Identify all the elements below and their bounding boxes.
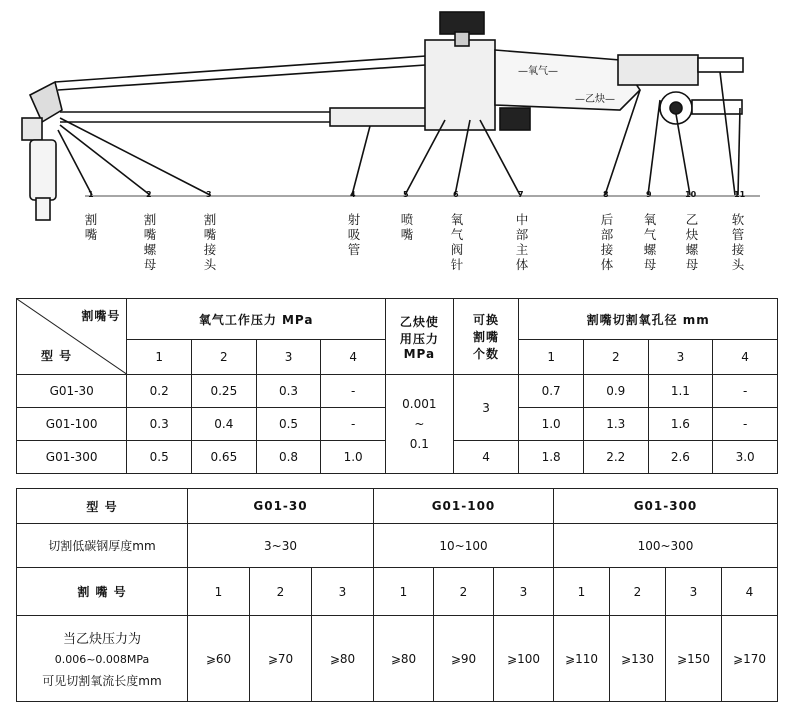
torch-drawing	[0, 0, 790, 290]
model-cell: G01-30	[17, 375, 127, 408]
flow-cell: ⩾130	[610, 616, 666, 702]
model-header-g01-300: G01-300	[554, 489, 778, 524]
acetylene-pressure-header	[385, 299, 453, 375]
flow-cell: ⩾110	[554, 616, 610, 702]
part-number-2: 2	[146, 190, 152, 199]
corner-top-label: 割嘴号	[81, 309, 121, 323]
count-header-line1: 可换	[473, 313, 500, 327]
part-number-7: 7	[518, 190, 524, 199]
count-cell-300: 4	[453, 441, 519, 474]
part-label-11: 软管接头	[731, 212, 745, 272]
acetylene-value-top: 0.001	[402, 397, 437, 411]
acetylene-header-line3: MPa	[403, 346, 436, 361]
count-header-line2: 割嘴	[473, 330, 500, 344]
hole-sub-2: 2	[583, 340, 648, 375]
hole-cell: -	[713, 375, 778, 408]
flow-cell: ⩾100	[494, 616, 554, 702]
part-number-11: 11	[734, 190, 746, 199]
part-label-2: 割嘴螺母	[143, 212, 157, 272]
flow-cell: ⩾80	[374, 616, 434, 702]
part-label-8: 后部接体	[600, 212, 614, 272]
nozzle-num-cell: 3	[666, 568, 722, 616]
hole-cell: -	[713, 408, 778, 441]
thickness-g01-300: 100~300	[554, 524, 778, 568]
flow-cell: ⩾70	[250, 616, 312, 702]
oxy-cell: 0.8	[256, 441, 321, 474]
part-number-4: 4	[350, 190, 356, 199]
flow-cell: ⩾80	[312, 616, 374, 702]
nozzle-num-cell: 1	[554, 568, 610, 616]
hole-cell: 2.6	[648, 441, 713, 474]
part-number-1: 1	[88, 190, 94, 199]
nozzle-num-cell: 2	[434, 568, 494, 616]
flow-cell: ⩾60	[188, 616, 250, 702]
oxygen-pressure-header: 氧气工作压力 MPa	[127, 299, 386, 340]
flow-cell: ⩾170	[722, 616, 778, 702]
model-label: 型 号	[17, 489, 188, 524]
acetylene-value-mid: ~	[414, 417, 425, 431]
hole-diameter-header: 割嘴切割氧孔径 mm	[519, 299, 778, 340]
part-number-8: 8	[603, 190, 609, 199]
thickness-g01-100: 10~100	[374, 524, 554, 568]
oxy-cell: 0.25	[192, 375, 257, 408]
part-label-3: 割嘴接头	[203, 212, 217, 272]
nozzle-num-cell: 2	[610, 568, 666, 616]
nozzle-num-cell: 3	[494, 568, 554, 616]
flow-cell: ⩾150	[666, 616, 722, 702]
hole-cell: 0.9	[583, 375, 648, 408]
part-label-4: 射吸管	[347, 212, 361, 257]
oxy-cell: 0.65	[192, 441, 257, 474]
oxy-cell: -	[321, 408, 386, 441]
acetylene-value-bottom: 0.1	[409, 437, 429, 451]
hole-sub-4: 4	[713, 340, 778, 375]
table-row	[17, 375, 778, 408]
model-header-g01-30: G01-30	[188, 489, 374, 524]
acetylene-pressure-cell	[385, 375, 453, 474]
spec-table-pressure	[16, 298, 778, 474]
hole-cell: 1.1	[648, 375, 713, 408]
flow-label-line1: 当乙炔压力为	[62, 632, 141, 647]
model-header-g01-100: G01-100	[374, 489, 554, 524]
oxy-cell: 0.5	[256, 408, 321, 441]
part-number-6: 6	[453, 190, 459, 199]
nozzle-num-cell: 2	[250, 568, 312, 616]
spec-table-cutting	[16, 488, 778, 702]
hole-cell: 3.0	[713, 441, 778, 474]
hole-cell: 1.0	[519, 408, 584, 441]
acetylene-header-line1: 乙炔使	[399, 314, 439, 329]
part-label-6: 氧气阀针	[450, 212, 464, 272]
corner-bottom-label: 型 号	[41, 349, 73, 363]
part-label-10: 乙炔螺母	[685, 212, 699, 272]
oxy-cell: 0.5	[127, 441, 192, 474]
hole-sub-1: 1	[519, 340, 584, 375]
nozzle-number-label: 割 嘴 号	[17, 568, 188, 616]
oxy-sub-2: 2	[192, 340, 257, 375]
acetylene-header-line2: 用压力	[399, 331, 439, 346]
oxy-cell: 0.2	[127, 375, 192, 408]
thickness-label: 切割低碳钢厚度mm	[17, 524, 188, 568]
corner-header	[17, 299, 127, 375]
hole-cell: 1.6	[648, 408, 713, 441]
part-number-10: 10	[685, 190, 697, 199]
oxy-sub-1: 1	[127, 340, 192, 375]
count-cell-30-100: 3	[453, 375, 519, 441]
oxy-cell: -	[321, 375, 386, 408]
part-label-1: 割嘴	[84, 212, 98, 242]
oxy-cell: 1.0	[321, 441, 386, 474]
nozzle-num-cell: 3	[312, 568, 374, 616]
acetylene-label: —乙炔—	[575, 94, 615, 105]
flow-length-label	[17, 616, 188, 702]
flow-label-line2: 0.006~0.008MPa	[54, 653, 150, 666]
count-header-line3: 个数	[473, 347, 500, 361]
model-cell: G01-300	[17, 441, 127, 474]
part-number-5: 5	[403, 190, 409, 199]
thickness-g01-30: 3~30	[188, 524, 374, 568]
hole-cell: 0.7	[519, 375, 584, 408]
oxy-cell: 0.3	[127, 408, 192, 441]
hole-sub-3: 3	[648, 340, 713, 375]
oxy-cell: 0.4	[192, 408, 257, 441]
part-number-9: 9	[646, 190, 652, 199]
oxy-sub-4: 4	[321, 340, 386, 375]
nozzle-num-cell: 4	[722, 568, 778, 616]
oxy-sub-3: 3	[256, 340, 321, 375]
nozzle-num-cell: 1	[374, 568, 434, 616]
model-cell: G01-100	[17, 408, 127, 441]
torch-diagram	[0, 0, 790, 290]
part-label-9: 氧气螺母	[643, 212, 657, 272]
nozzle-count-header	[453, 299, 519, 375]
hole-cell: 2.2	[583, 441, 648, 474]
part-label-5: 喷嘴	[400, 212, 414, 242]
hole-cell: 1.8	[519, 441, 584, 474]
part-number-3: 3	[206, 190, 212, 199]
hole-cell: 1.3	[583, 408, 648, 441]
flow-cell: ⩾90	[434, 616, 494, 702]
oxy-cell: 0.3	[256, 375, 321, 408]
flow-label-line3: 可见切割氧流长度mm	[42, 674, 162, 688]
nozzle-num-cell: 1	[188, 568, 250, 616]
oxygen-label: —氧气—	[518, 66, 558, 77]
part-label-7: 中部主体	[515, 212, 529, 272]
